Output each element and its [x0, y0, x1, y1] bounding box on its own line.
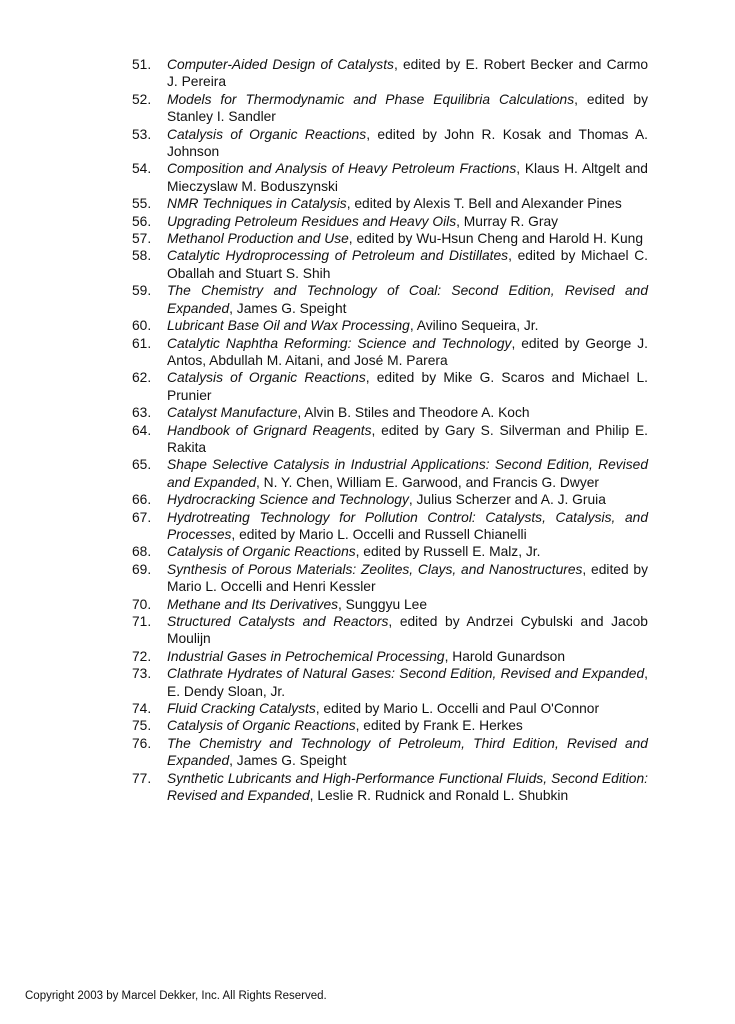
entry-text: [167, 735, 648, 770]
book-details: , Murray R. Gray: [456, 213, 559, 229]
book-title: Catalysis of Organic Reactions: [167, 370, 366, 386]
entry-number: 71.: [132, 614, 152, 629]
entry-number: 76.: [132, 735, 152, 751]
entry-number: 54.: [132, 161, 152, 177]
list-item: [132, 230, 648, 247]
list-item: [132, 56, 648, 91]
entry-number: 53.: [132, 126, 152, 142]
book-details: , James G. Speight: [229, 753, 347, 769]
entry-text: [167, 126, 648, 161]
entry-text: [167, 247, 648, 282]
list-item: [132, 648, 648, 665]
entry-text: [167, 509, 648, 544]
book-details: , edited by Gary S. Silverman and Philip E. Rakita: [167, 422, 648, 455]
book-details: , edited by Mike G. Scaros and Michael L. Prunier: [167, 370, 648, 403]
entry-text: [167, 317, 648, 334]
entry-number: 73.: [132, 666, 152, 682]
entry-number: 68.: [132, 544, 152, 560]
book-details: , Harold Gunardson: [444, 648, 566, 664]
entry-text: [167, 213, 648, 230]
book-title: Catalyst Manufacture: [167, 405, 298, 421]
book-details: , edited by Frank E. Herkes: [355, 718, 523, 734]
book-title: Composition and Analysis of Heavy Petroleum Fractions: [167, 161, 517, 177]
list-item: [132, 317, 648, 334]
book-details: , Klaus H. Altgelt and Mieczyslaw M. Boduszynski: [167, 161, 648, 194]
entry-text: [167, 91, 648, 126]
entry-text: [167, 56, 648, 91]
list-item: [132, 160, 648, 195]
book-title: Lubricant Base Oil and Wax Processing: [167, 318, 410, 334]
list-item: [132, 700, 648, 717]
book-title: Hydrocracking Science and Technology: [167, 492, 409, 508]
book-title: Clathrate Hydrates of Natural Gases: Second Edition, Revised and Expanded: [167, 666, 645, 682]
entry-text: [167, 456, 648, 491]
book-title: Handbook of Grignard Reagents: [167, 422, 372, 438]
book-details: , Julius Scherzer and A. J. Gruia: [408, 492, 606, 508]
book-details: , edited by Mario L. Occelli and Paul O'Connor: [315, 701, 600, 717]
entry-number: 64.: [132, 422, 152, 438]
entry-number: 67.: [132, 509, 152, 525]
list-item: [132, 509, 648, 544]
entry-text: [167, 491, 648, 508]
book-details: , Sunggyu Lee: [338, 596, 428, 612]
book-details: , E. Dendy Sloan, Jr.: [167, 666, 648, 699]
entry-number: 62.: [132, 370, 152, 386]
entry-text: [167, 369, 648, 404]
entry-number: 51.: [132, 57, 152, 72]
list-item: [132, 335, 648, 370]
entry-text: [167, 282, 648, 317]
list-item: [132, 195, 648, 212]
book-details: , N. Y. Chen, William E. Garwood, and Francis G. Dwyer: [256, 474, 599, 490]
entry-number: 52.: [132, 91, 152, 107]
list-item: [132, 665, 648, 700]
entry-number: 74.: [132, 701, 152, 717]
entry-number: 60.: [132, 318, 152, 334]
book-details: , edited by Russell E. Malz, Jr.: [355, 544, 541, 560]
list-item: [132, 561, 648, 596]
book-details: , Leslie R. Rudnick and Ronald L. Shubkin: [309, 788, 569, 804]
list-item: [132, 456, 648, 491]
entry-number: 59.: [132, 283, 152, 299]
book-details: , edited by Mario L. Occelli and Henri Kessler: [167, 561, 648, 595]
entry-text: [167, 335, 648, 370]
book-title: Shape Selective Catalysis in Industrial Applications: Second Edition, Revised and Expanded: [167, 457, 648, 490]
entry-text: [167, 613, 648, 648]
entry-number: 65.: [132, 457, 152, 473]
book-title: Fluid Cracking Catalysts: [167, 701, 316, 717]
entry-number: 75.: [132, 718, 152, 734]
book-title: Models for Thermodynamic and Phase Equilibria Calculations: [167, 91, 575, 107]
book-title: The Chemistry and Technology of Coal: Second Edition, Revised and Expanded: [167, 283, 648, 316]
list-item: [132, 613, 648, 648]
entry-number: 72.: [132, 648, 152, 664]
entry-number: 69.: [132, 561, 152, 577]
book-details: , edited by E. Robert Becker and Carmo J. Pereira: [167, 57, 648, 90]
entry-text: [167, 543, 648, 560]
list-item: [132, 282, 648, 317]
entry-text: [167, 770, 648, 805]
book-details: , edited by Andrzei Cybulski and Jacob Moulijn: [167, 614, 648, 647]
list-item: [132, 735, 648, 770]
book-title: Methanol Production and Use: [167, 231, 349, 247]
entry-text: [167, 665, 648, 700]
book-title: Catalysis of Organic Reactions: [167, 544, 356, 560]
book-details: , edited by Michael C. Oballah and Stuart S. Shih: [167, 248, 648, 281]
book-details: , edited by Alexis T. Bell and Alexander Pines: [346, 196, 622, 212]
series-list: [132, 56, 648, 804]
list-item: [132, 596, 648, 613]
book-details: , James G. Speight: [229, 300, 347, 316]
list-item: [132, 717, 648, 734]
book-details: , Avilino Sequeira, Jr.: [409, 318, 539, 334]
book-title: Upgrading Petroleum Residues and Heavy Oils: [167, 213, 457, 229]
entry-number: 58.: [132, 248, 152, 264]
list-item: [132, 247, 648, 282]
entry-text: [167, 422, 648, 457]
entry-text: [167, 648, 648, 665]
book-title: Synthesis of Porous Materials: Zeolites, Clays, and Nanostructures: [167, 561, 583, 577]
book-title: Catalytic Naphtha Reforming: Science and Technology: [167, 335, 512, 351]
list-item: [132, 369, 648, 404]
entry-number: 66.: [132, 492, 152, 508]
book-title: Catalytic Hydroprocessing of Petroleum and Distillates: [167, 248, 509, 264]
book-title: Catalysis of Organic Reactions: [167, 718, 356, 734]
book-title: Catalysis of Organic Reactions: [167, 126, 367, 142]
book-details: , edited by John R. Kosak and Thomas A. Johnson: [167, 126, 649, 160]
entry-text: [167, 596, 648, 613]
list-item: [132, 543, 648, 560]
book-details: , edited by Mario L. Occelli and Russell Chianelli: [231, 526, 527, 542]
entry-number: 55.: [132, 196, 152, 212]
book-title: Methane and Its Derivatives: [167, 596, 339, 612]
list-item: [132, 491, 648, 508]
entry-number: 70.: [132, 596, 152, 612]
entry-text: [167, 195, 648, 212]
book-title: The Chemistry and Technology of Petroleum, Third Edition, Revised and Expanded: [167, 735, 648, 769]
list-item: [132, 91, 648, 126]
copyright-footer: Copyright 2003 by Marcel Dekker, Inc. All Rights Reserved.: [25, 990, 327, 1002]
entry-number: 63.: [132, 405, 152, 421]
list-item: [132, 404, 648, 421]
book-title: NMR Techniques in Catalysis: [167, 196, 347, 212]
entry-number: 61.: [132, 335, 152, 351]
book-details: , edited by Stanley I. Sandler: [167, 91, 649, 125]
list-item: [132, 770, 648, 805]
book-details: , Alvin B. Stiles and Theodore A. Koch: [297, 405, 530, 421]
entry-text: [167, 717, 648, 734]
entry-text: [167, 561, 648, 596]
book-title: Hydrotreating Technology for Pollution Control: Catalysts, Catalysis, and Processes: [167, 509, 648, 542]
list-item: [132, 422, 648, 457]
list-item: [132, 126, 648, 161]
book-title: Computer-Aided Design of Catalysts: [167, 57, 394, 72]
entry-number: 57.: [132, 231, 152, 247]
book-title: Structured Catalysts and Reactors: [167, 614, 389, 629]
book-title: Industrial Gases in Petrochemical Processing: [167, 648, 445, 664]
entry-text: [167, 700, 648, 717]
book-details: , edited by Wu-Hsun Cheng and Harold H. Kung: [348, 231, 644, 247]
entry-number: 77.: [132, 770, 152, 786]
entry-text: [167, 160, 648, 195]
book-details: , edited by George J. Antos, Abdullah M. Aitani, and José M. Parera: [167, 335, 648, 368]
list-item: [132, 213, 648, 230]
entry-number: 56.: [132, 213, 152, 229]
book-title: Synthetic Lubricants and High-Performance Functional Fluids, Second Edition: Revised and Expanded: [167, 770, 648, 804]
entry-text: [167, 230, 648, 247]
entry-text: [167, 404, 648, 421]
